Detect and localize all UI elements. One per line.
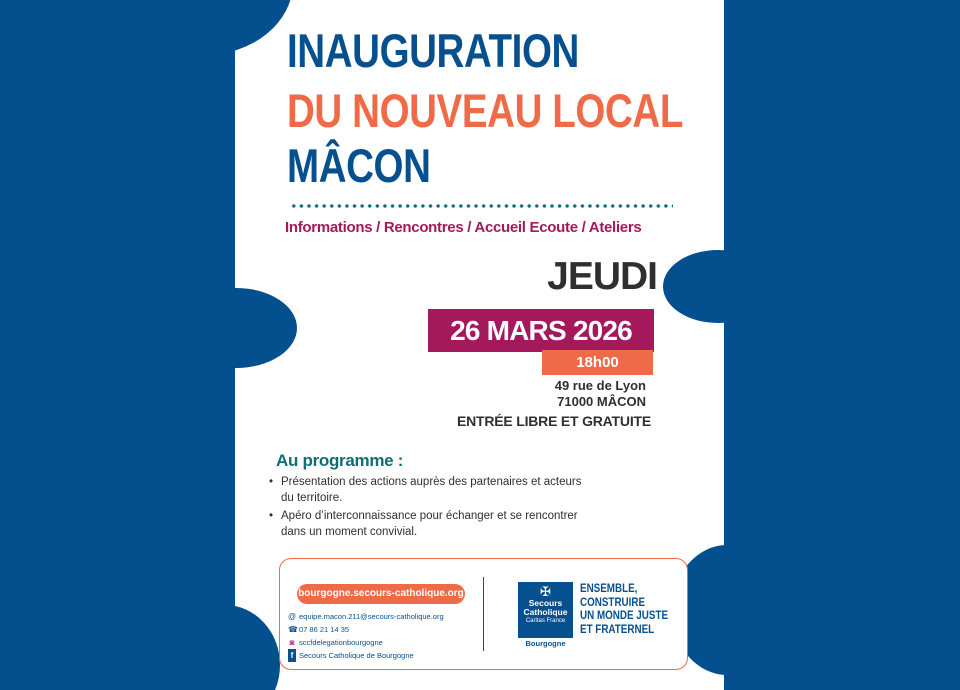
slogan-line-2: CONSTRUIRE — [580, 594, 646, 609]
program-list — [269, 474, 589, 542]
secours-catholique-logo — [518, 582, 573, 638]
program-item — [269, 508, 589, 540]
email-icon: @ — [288, 612, 297, 621]
logo-line-3: Caritas France — [525, 618, 566, 624]
event-time: 18h00 — [542, 350, 653, 375]
entry-info: ENTRÉE LIBRE ET GRATUITE — [456, 413, 651, 429]
footer-divider — [483, 577, 484, 651]
program-title: Au programme : — [276, 451, 404, 470]
slogan-line-3: UN MONDE JUSTE — [580, 608, 669, 622]
title-line-2: DU NOUVEAU LOCAL — [287, 84, 683, 137]
poster — [235, 0, 724, 690]
logo-line-2: Catholique — [523, 607, 568, 617]
contact-instagram-text: sccfdelegationbourgogne — [299, 638, 383, 647]
facebook-icon: f — [288, 649, 296, 662]
program-item — [269, 474, 589, 506]
slogan — [580, 582, 668, 636]
title-line-3: MÂCON — [287, 139, 431, 192]
program-item-text: Présentation des actions auprès des partenaires et acteurs du territoire. — [281, 476, 582, 504]
logo-region: Bourgogne — [525, 639, 566, 648]
contact-email-text: equipe.macon.211@secours-catholique.org — [299, 612, 444, 621]
dotted-divider — [290, 204, 673, 208]
blob-bottom-left — [235, 605, 280, 690]
services-subtitle: Informations / Rencontres / Accueil Ecoute / Ateliers — [285, 219, 642, 236]
contact-facebook-text: Secours Catholique de Bourgogne — [299, 651, 414, 660]
address-city: 71000 MÂCON — [557, 394, 646, 409]
corner-blob-top-left — [235, 0, 293, 55]
slogan-line-1: ENSEMBLE, — [580, 581, 638, 595]
contact-list — [288, 610, 444, 662]
bullet-icon: • — [269, 476, 274, 488]
program-item-text: Apéro d’interconnaissance pour échanger et se rencontrer dans un moment convivial. — [281, 510, 578, 538]
title-line-1: INAUGURATION — [287, 24, 579, 77]
event-address — [555, 378, 646, 410]
event-date: 26 MARS 2026 — [428, 309, 654, 352]
blob-left-middle — [235, 288, 297, 368]
contact-phone[interactable] — [288, 623, 444, 636]
contact-phone-text: 07 86 21 14 35 — [299, 625, 350, 634]
bullet-icon: • — [269, 510, 274, 522]
contact-footer — [279, 558, 688, 670]
phone-icon: ☎ — [288, 625, 298, 634]
address-street: 49 rue de Lyon — [554, 378, 646, 393]
cross-icon: ✠ — [540, 584, 551, 599]
contact-email[interactable] — [288, 610, 444, 623]
instagram-icon: ◙ — [289, 638, 295, 647]
event-day: JEUDI — [547, 255, 657, 298]
contact-instagram[interactable] — [288, 636, 444, 649]
blob-right-middle — [663, 250, 724, 323]
contact-facebook[interactable] — [288, 649, 444, 662]
slogan-line-4: ET FRATERNEL — [580, 621, 655, 636]
website-link[interactable]: bourgogne.secours-catholique.org — [297, 584, 465, 604]
logo-line-1: Secours — [528, 598, 563, 608]
